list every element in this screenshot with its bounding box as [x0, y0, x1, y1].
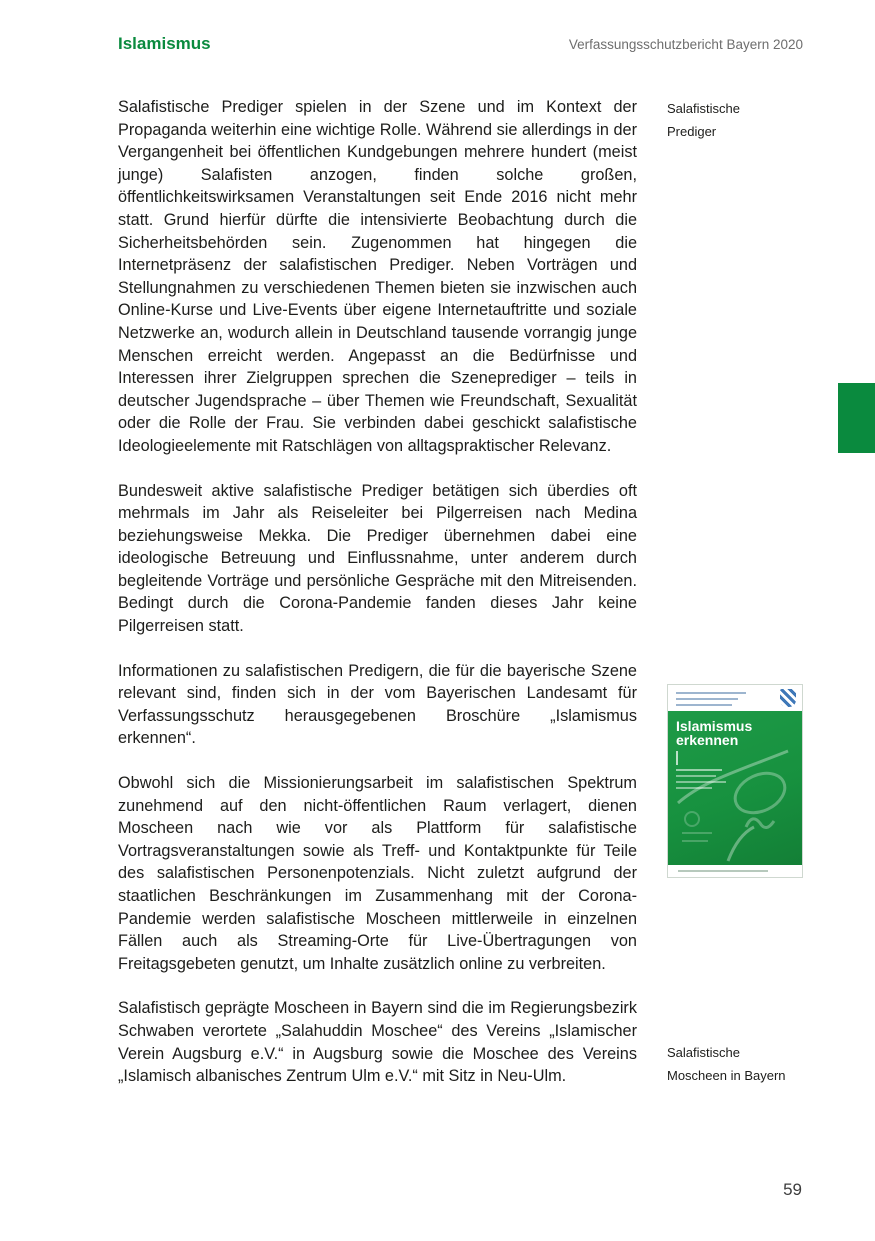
margin-note-line: Salafistische — [667, 101, 740, 116]
brochure-publisher-line — [676, 704, 732, 706]
chapter-tab-marker — [838, 383, 875, 453]
margin-note-line: Moscheen in Bayern — [667, 1068, 786, 1083]
brochure-title-line: erkennen — [676, 732, 739, 748]
main-text-column — [118, 96, 637, 1110]
brochure-cover-image — [667, 684, 803, 878]
brochure-cover-header — [668, 685, 802, 711]
paragraph-5: Salafistisch geprägte Moscheen in Bayern sind die im Regierungsbezirk Schwaben verortete „Salahuddin Moschee“ des Vereins „Islamischer Verein Augsburg e.V.“ in Augsburg sowie die Moschee des Vereins „Islamisch albanisches Zentrum Ulm e.V.“ mit Sitz in Neu-Ulm. — [118, 999, 637, 1086]
running-header-report-title: Verfassungsschutzbericht Bayern 2020 — [568, 37, 803, 52]
margin-note-prediger — [667, 97, 777, 143]
margin-note-moscheen — [667, 1041, 817, 1087]
brochure-publisher-line — [676, 692, 746, 694]
brochure-footer-line — [678, 870, 768, 872]
brochure-publisher-line — [676, 698, 738, 700]
margin-note-line: Salafistische — [667, 1045, 740, 1060]
paragraph-1: Salafistische Prediger spielen in der Szene und im Kontext der Propaganda weiterhin eine wichtige Rolle. Während sie allerdings in der Vergangenheit bei öffentlichen Kundgebungen mehrere hundert (meist junge) Salafisten anzogen, finden solche großen, öffentlichkeitswirksamen Veranstaltungen seit Ende 2016 nicht mehr statt. Grund hierfür dürfte die intensivierte Beobachtung durch die Sicherheitsbehörden sein. Zugenommen hat hingegen die Internetpräsenz der salafistischen Prediger. Neben Vorträgen und Stellungnahmen zu verschiedenen Themen bieten sie inzwischen auch Online-Kurse und Live-Events über eigene Internetauftritte und soziale Netzwerke an, wodurch allein in Deutschland tausende vorrangig junge Menschen erreicht werden. Angepasst an die Bedürfnisse und Interessen ihrer Zielgruppen sprechen die Szeneprediger – teils in deutscher Jugendsprache – über Themen wie Freundschaft, Sexualität oder die Rolle der Frau. Sie verbinden dabei geschickt salafistische Ideologieelemente mit Ratschlägen von alltagspraktischer Relevanz. — [118, 98, 637, 455]
running-header-section: Islamismus — [118, 34, 211, 53]
brochure-calligraphy-graphic — [668, 711, 802, 865]
bavarian-crest-icon — [780, 689, 796, 707]
paragraph-4: Obwohl sich die Missionierungsarbeit im salafistischen Spektrum zunehmend auf den nicht-öffentlichen Raum verlagert, dienen Moscheen nach wie vor als Plattform für salafistische Vortragsveranstaltungen sowie als Treff- und Kontaktpunkte für Teile des salafistischen Personenpotenzials. Nicht zuletzt aufgrund der staatlichen Beschränkungen im Zusammenhang mit der Corona-Pandemie werden salafistische Moscheen mittlerweile in einzelnen Fällen auch als Streaming-Orte für Live-Übertragungen von Freitagsgebeten genutzt, um Inhalte zusätzlich online zu verbreiten. — [118, 774, 637, 973]
brochure-cover-green-area — [668, 711, 802, 865]
margin-note-line: Prediger — [667, 124, 717, 139]
brochure-cover-footer — [668, 865, 802, 877]
paragraph-3: Informationen zu salafistischen Predigern, die für die bayerische Szene relevant sind, finden sich in der vom Bayerischen Landesamt für Verfassungsschutz herausgegebenen Broschüre „Islamismus erkennen“. — [118, 661, 637, 748]
page-number: 59 — [783, 1180, 802, 1199]
paragraph-2: Bundesweit aktive salafistische Prediger betätigen sich überdies oft mehrmals im Jahr als Reiseleiter bei Pilgerreisen nach Medina beziehungsweise Mekka. Die Prediger übernehmen dabei eine ideologische Betreuung und Einflussnahme, unter anderem durch begleitende Vorträge und persönliche Gespräche mit den Mitreisenden. Bedingt durch die Corona-Pandemie fanden dieses Jahr keine Pilgerreisen statt. — [118, 481, 637, 636]
brochure-title-line: Islamismus — [676, 718, 753, 734]
